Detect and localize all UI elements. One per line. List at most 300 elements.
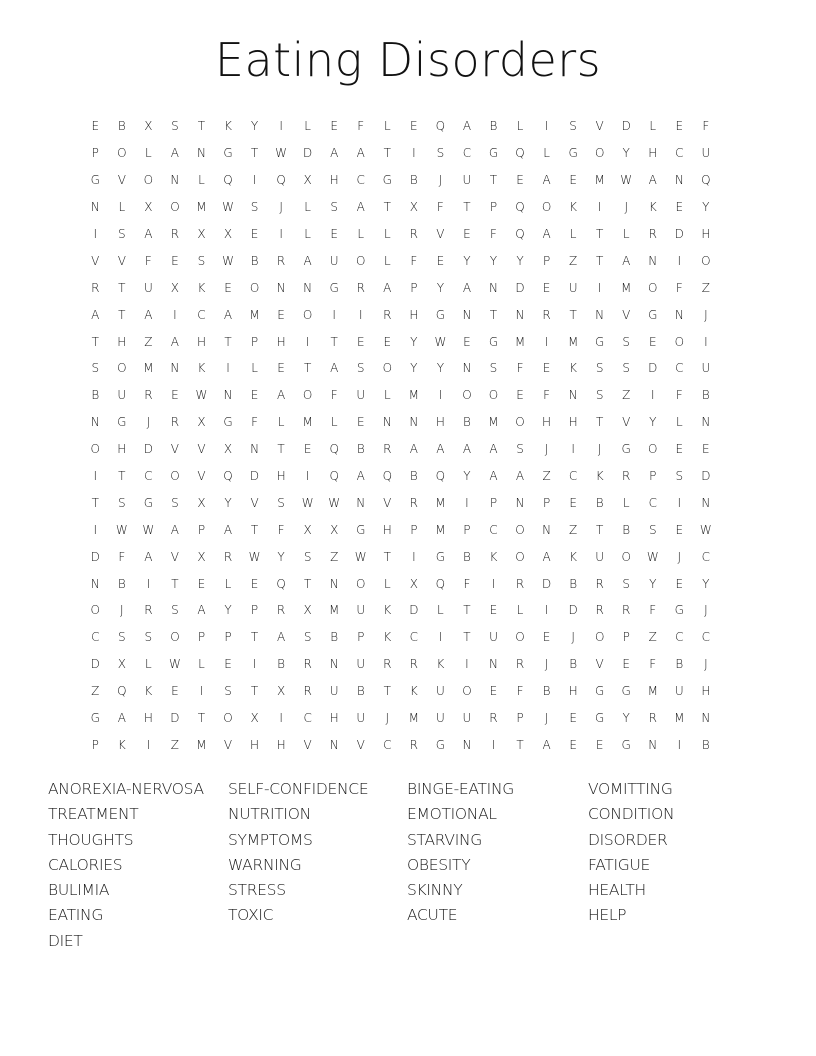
grid-letter: M xyxy=(674,711,685,726)
grid-letter: T xyxy=(250,684,259,699)
grid-letter: S xyxy=(224,684,232,699)
grid-letter: N xyxy=(276,280,286,295)
grid-letter: U xyxy=(595,549,605,564)
grid-letter: V xyxy=(303,737,312,752)
grid-letter: P xyxy=(622,630,630,645)
grid-letter: T xyxy=(489,173,498,188)
grid-letter: T xyxy=(118,280,126,295)
grid-letter: V xyxy=(91,253,100,268)
grid-letter: A xyxy=(542,173,551,188)
grid-letter: K xyxy=(569,200,578,215)
grid-letter: O xyxy=(515,630,525,645)
grid-letter: V xyxy=(170,549,180,564)
grid-letter: S xyxy=(489,361,498,376)
grid-letter: T xyxy=(250,522,259,537)
grid-letter: E xyxy=(595,737,604,752)
grid-letter: Q xyxy=(435,576,446,591)
grid-letter: P xyxy=(542,253,551,268)
grid-letter: G xyxy=(329,280,339,295)
search-word: STRESS xyxy=(228,881,286,900)
grid-letter: M xyxy=(435,495,446,510)
search-word: EATING xyxy=(48,906,104,925)
grid-letter: Y xyxy=(702,200,710,215)
grid-letter: B xyxy=(463,415,471,430)
grid-letter: S xyxy=(91,361,100,376)
grid-letter: U xyxy=(489,630,498,645)
grid-letter: N xyxy=(568,388,578,403)
grid-letter: G xyxy=(595,684,605,699)
grid-letter: B xyxy=(356,442,365,457)
grid-letter: O xyxy=(382,361,393,376)
grid-row xyxy=(82,301,742,328)
grid-letter: E xyxy=(463,334,471,349)
grid-letter: N xyxy=(462,737,472,752)
grid-letter: E xyxy=(171,388,179,403)
grid-letter: O xyxy=(648,280,658,295)
grid-letter: J xyxy=(544,657,549,672)
grid-letter: I xyxy=(491,737,496,752)
search-word: WARNING xyxy=(228,855,302,874)
grid-letter: A xyxy=(197,603,206,618)
grid-letter: O xyxy=(302,388,313,403)
grid-letter: E xyxy=(569,495,577,510)
grid-letter: O xyxy=(170,200,180,215)
grid-letter: T xyxy=(463,603,471,618)
grid-letter: I xyxy=(412,549,416,564)
grid-letter: Z xyxy=(569,253,578,268)
grid-letter: O xyxy=(90,603,100,618)
grid-letter: U xyxy=(356,603,366,618)
grid-letter: W xyxy=(275,146,288,161)
grid-letter: A xyxy=(383,280,392,295)
grid-letter: Q xyxy=(435,119,446,134)
grid-letter: Z xyxy=(330,549,339,564)
grid-letter: N xyxy=(170,361,180,376)
grid-letter: U xyxy=(568,280,578,295)
grid-letter: F xyxy=(649,603,657,618)
grid-letter: I xyxy=(146,576,151,591)
grid-letter: A xyxy=(648,173,657,188)
grid-letter: N xyxy=(223,388,233,403)
grid-letter: J xyxy=(597,442,602,457)
grid-letter: O xyxy=(648,442,658,457)
grid-letter: H xyxy=(276,737,286,752)
search-word: ANOREXIA-NERVOSA xyxy=(48,780,204,798)
grid-letter: P xyxy=(410,280,418,295)
grid-letter: K xyxy=(383,630,392,645)
grid-letter: L xyxy=(383,253,391,268)
grid-letter: I xyxy=(358,307,363,322)
grid-letter: E xyxy=(675,200,684,215)
grid-letter: E xyxy=(356,415,365,430)
grid-letter: A xyxy=(622,253,631,268)
grid-letter: D xyxy=(90,549,100,564)
grid-letter: E xyxy=(224,280,232,295)
grid-letter: F xyxy=(251,415,258,430)
grid-letter: R xyxy=(489,711,498,726)
grid-letter: A xyxy=(91,307,100,322)
grid-letter: S xyxy=(171,495,179,510)
grid-letter: T xyxy=(303,361,312,376)
grid-letter: W xyxy=(434,334,447,349)
grid-letter: Q xyxy=(223,173,233,188)
grid-letter: I xyxy=(597,200,602,215)
grid-letter: D xyxy=(648,361,658,376)
grid-letter: B xyxy=(569,657,578,672)
grid-letter: O xyxy=(462,388,472,403)
grid-letter: S xyxy=(277,495,285,510)
grid-letter: U xyxy=(462,173,472,188)
grid-letter: U xyxy=(462,711,472,726)
grid-letter: S xyxy=(595,361,604,376)
grid-letter: E xyxy=(356,334,365,349)
grid-letter: Y xyxy=(224,603,232,618)
grid-letter: N xyxy=(515,495,525,510)
grid-letter: W xyxy=(699,522,712,537)
search-word: FATIGUE xyxy=(588,855,650,874)
grid-letter: C xyxy=(383,737,392,752)
grid-letter: C xyxy=(303,711,312,726)
grid-letter: P xyxy=(489,200,498,215)
grid-letter: U xyxy=(435,684,445,699)
grid-letter: U xyxy=(329,253,339,268)
grid-letter: E xyxy=(516,388,524,403)
grid-letter: G xyxy=(488,146,499,161)
grid-letter: N xyxy=(90,576,100,591)
grid-letter: X xyxy=(144,119,153,134)
grid-letter: N xyxy=(382,415,392,430)
grid-letter: F xyxy=(118,549,126,564)
search-word: CONDITION xyxy=(588,805,675,824)
grid-letter: G xyxy=(223,146,233,161)
grid-letter: O xyxy=(515,522,525,537)
grid-letter: E xyxy=(410,119,418,134)
grid-letter: S xyxy=(171,603,179,618)
grid-letter: A xyxy=(330,361,339,376)
grid-letter: W xyxy=(620,173,633,188)
grid-letter: E xyxy=(463,227,471,241)
grid-letter: T xyxy=(489,307,498,322)
grid-letter: N xyxy=(674,307,684,322)
grid-letter: M xyxy=(408,711,420,726)
grid-row xyxy=(82,731,742,758)
grid-letter: D xyxy=(541,576,552,591)
grid-letter: T xyxy=(250,630,259,645)
grid-letter: X xyxy=(303,522,312,537)
grid-letter: I xyxy=(544,334,549,349)
grid-letter: Q xyxy=(515,200,525,215)
grid-letter: D xyxy=(170,711,180,726)
word-list-row xyxy=(48,881,768,906)
grid-letter: R xyxy=(383,442,392,457)
grid-letter: C xyxy=(568,469,578,484)
grid-letter: J xyxy=(438,173,443,188)
grid-letter: P xyxy=(649,469,657,484)
grid-letter: H xyxy=(568,415,578,430)
search-word: EMOTIONAL xyxy=(407,805,497,824)
grid-row xyxy=(82,247,742,274)
grid-letter: O xyxy=(674,334,685,349)
grid-letter: I xyxy=(279,711,283,726)
grid-letter: E xyxy=(250,227,259,241)
grid-letter: R xyxy=(383,307,392,322)
grid-letter: Q xyxy=(329,469,339,484)
grid-letter: A xyxy=(409,442,418,457)
grid-letter: S xyxy=(356,361,365,376)
grid-letter: I xyxy=(332,307,336,322)
grid-letter: C xyxy=(144,469,153,484)
grid-letter: J xyxy=(385,711,390,726)
grid-letter: I xyxy=(677,737,682,752)
grid-letter: H xyxy=(250,737,260,752)
grid-letter: C xyxy=(675,146,684,161)
grid-row xyxy=(82,705,742,732)
grid-letter: O xyxy=(621,549,631,564)
grid-row xyxy=(82,543,742,570)
grid-letter: L xyxy=(304,200,311,215)
grid-letter: B xyxy=(595,495,604,510)
grid-letter: F xyxy=(410,253,418,268)
word-list-row xyxy=(48,856,768,881)
grid-letter: U xyxy=(356,657,366,672)
grid-letter: E xyxy=(702,442,710,457)
search-word: BULIMIA xyxy=(48,881,110,900)
grid-letter: R xyxy=(515,657,525,672)
grid-letter: L xyxy=(145,146,152,161)
grid-letter: R xyxy=(144,388,153,403)
grid-letter: X xyxy=(197,415,206,430)
grid-letter: Y xyxy=(622,146,630,161)
grid-letter: G xyxy=(143,495,154,510)
grid-row xyxy=(82,489,742,516)
grid-letter: K xyxy=(117,737,126,752)
grid-letter: A xyxy=(542,737,551,752)
grid-row xyxy=(82,651,742,678)
grid-letter: O xyxy=(170,469,180,484)
grid-letter: A xyxy=(489,442,498,457)
grid-letter: K xyxy=(144,684,153,699)
grid-letter: Y xyxy=(622,711,630,726)
grid-letter: L xyxy=(437,603,444,618)
grid-letter: O xyxy=(594,146,605,161)
grid-letter: G xyxy=(117,415,127,430)
grid-row xyxy=(82,382,742,409)
grid-letter: D xyxy=(143,442,153,457)
grid-row xyxy=(82,221,742,248)
grid-letter: M xyxy=(621,280,632,295)
grid-letter: N xyxy=(674,173,684,188)
grid-letter: A xyxy=(170,146,180,161)
grid-letter: B xyxy=(489,119,498,134)
grid-letter: F xyxy=(543,388,551,403)
grid-letter: B xyxy=(675,657,684,672)
grid-letter: X xyxy=(303,603,312,618)
grid-letter: W xyxy=(142,522,155,537)
grid-letter: I xyxy=(438,388,443,403)
grid-letter: B xyxy=(569,576,578,591)
grid-letter: E xyxy=(675,522,684,537)
grid-letter: R xyxy=(622,603,631,618)
grid-letter: S xyxy=(436,146,445,161)
search-word: BINGE-EATING xyxy=(407,780,514,798)
grid-letter: M xyxy=(488,415,499,430)
grid-letter: R xyxy=(622,469,631,484)
grid-letter: Y xyxy=(649,576,657,591)
grid-letter: Q xyxy=(276,173,286,188)
grid-letter: L xyxy=(383,576,391,591)
grid-letter: O xyxy=(515,549,525,564)
grid-row xyxy=(82,167,742,194)
grid-letter: Z xyxy=(170,737,180,752)
grid-letter: L xyxy=(675,415,683,430)
grid-letter: S xyxy=(118,227,126,241)
grid-letter: P xyxy=(516,711,524,726)
grid-letter: H xyxy=(382,522,392,537)
grid-row xyxy=(82,570,742,597)
grid-letter: J xyxy=(279,200,283,215)
grid-letter: T xyxy=(383,146,391,161)
grid-letter: E xyxy=(648,334,657,349)
grid-letter: E xyxy=(569,173,577,188)
grid-letter: G xyxy=(435,737,446,752)
grid-letter: B xyxy=(250,253,259,268)
grid-letter: C xyxy=(675,630,684,645)
grid-letter: X xyxy=(303,173,312,188)
grid-letter: Q xyxy=(329,442,339,457)
grid-letter: N xyxy=(90,415,100,430)
grid-letter: S xyxy=(197,253,206,268)
grid-letter: V xyxy=(383,495,392,510)
grid-letter: I xyxy=(146,737,151,752)
grid-letter: P xyxy=(224,630,232,645)
grid-letter: P xyxy=(357,630,365,645)
grid-letter: O xyxy=(117,361,127,376)
grid-letter: H xyxy=(276,469,286,484)
grid-letter: T xyxy=(330,334,338,349)
grid-letter: P xyxy=(197,630,206,645)
grid-letter: E xyxy=(303,442,312,457)
grid-letter: Y xyxy=(463,253,471,268)
grid-letter: M xyxy=(329,603,340,618)
grid-letter: N xyxy=(701,495,711,510)
grid-row xyxy=(82,140,742,167)
grid-letter: A xyxy=(356,200,365,215)
grid-letter: R xyxy=(356,280,365,295)
grid-letter: V xyxy=(117,173,126,188)
grid-letter: R xyxy=(91,280,100,295)
grid-letter: S xyxy=(118,495,126,510)
grid-letter: C xyxy=(197,307,206,322)
grid-letter: L xyxy=(304,119,311,134)
grid-letter: E xyxy=(277,307,285,322)
grid-letter: W xyxy=(168,657,181,672)
grid-letter: E xyxy=(489,603,498,618)
grid-letter: G xyxy=(90,711,100,726)
grid-letter: E xyxy=(330,119,338,134)
grid-letter: R xyxy=(595,576,604,591)
grid-letter: I xyxy=(93,522,98,537)
grid-letter: R xyxy=(648,711,657,726)
grid-letter: R xyxy=(144,603,153,618)
grid-letter: O xyxy=(249,280,260,295)
grid-letter: V xyxy=(622,415,631,430)
grid-letter: J xyxy=(677,549,682,564)
grid-letter: T xyxy=(463,200,471,215)
word-list-row xyxy=(48,906,768,931)
grid-letter: U xyxy=(143,280,153,295)
grid-letter: I xyxy=(677,253,682,268)
search-word: HEALTH xyxy=(588,881,646,900)
grid-letter: U xyxy=(117,388,127,403)
grid-letter: A xyxy=(223,307,233,322)
grid-letter: E xyxy=(622,657,630,672)
grid-letter: N xyxy=(196,146,206,161)
search-word: HELP xyxy=(588,906,627,925)
grid-letter: R xyxy=(409,737,418,752)
grid-letter: G xyxy=(356,522,366,537)
grid-letter: E xyxy=(330,227,338,241)
word-list xyxy=(48,780,768,957)
grid-letter: A xyxy=(276,388,286,403)
grid-letter: T xyxy=(463,630,471,645)
grid-letter: Y xyxy=(277,549,285,564)
grid-letter: E xyxy=(569,737,577,752)
search-word: STARVING xyxy=(407,830,483,849)
grid-letter: N xyxy=(329,576,339,591)
grid-letter: X xyxy=(144,200,153,215)
grid-letter: V xyxy=(117,253,126,268)
grid-letter: E xyxy=(224,657,232,672)
grid-letter: K xyxy=(436,657,445,672)
grid-letter: Y xyxy=(410,361,418,376)
grid-letter: W xyxy=(646,549,659,564)
grid-letter: T xyxy=(303,576,312,591)
grid-letter: L xyxy=(383,227,391,241)
grid-letter: I xyxy=(677,495,682,510)
grid-letter: T xyxy=(383,200,391,215)
grid-letter: V xyxy=(250,495,259,510)
grid-letter: T xyxy=(595,227,604,241)
grid-letter: S xyxy=(595,388,604,403)
grid-letter: Z xyxy=(701,280,710,295)
grid-letter: M xyxy=(249,307,260,322)
grid-letter: I xyxy=(252,657,257,672)
grid-letter: X xyxy=(409,576,418,591)
grid-letter: M xyxy=(435,522,446,537)
grid-letter: Z xyxy=(144,334,153,349)
grid-letter: A xyxy=(462,442,472,457)
grid-letter: C xyxy=(356,173,365,188)
grid-letter: K xyxy=(489,549,498,564)
grid-letter: S xyxy=(516,442,524,457)
search-word: DISORDER xyxy=(588,830,668,849)
grid-row xyxy=(82,624,742,651)
grid-letter: I xyxy=(597,280,602,295)
grid-letter: R xyxy=(383,657,392,672)
grid-letter: N xyxy=(488,280,498,295)
grid-letter: O xyxy=(90,442,100,457)
grid-letter: J xyxy=(544,711,549,726)
grid-letter: K xyxy=(648,200,657,215)
grid-letter: O xyxy=(515,415,525,430)
word-list-row xyxy=(48,932,768,957)
grid-letter: L xyxy=(622,495,630,510)
word-list-row xyxy=(48,805,768,830)
grid-letter: N xyxy=(701,415,711,430)
grid-letter: U xyxy=(329,684,339,699)
grid-letter: T xyxy=(197,711,206,726)
grid-letter: I xyxy=(226,361,230,376)
